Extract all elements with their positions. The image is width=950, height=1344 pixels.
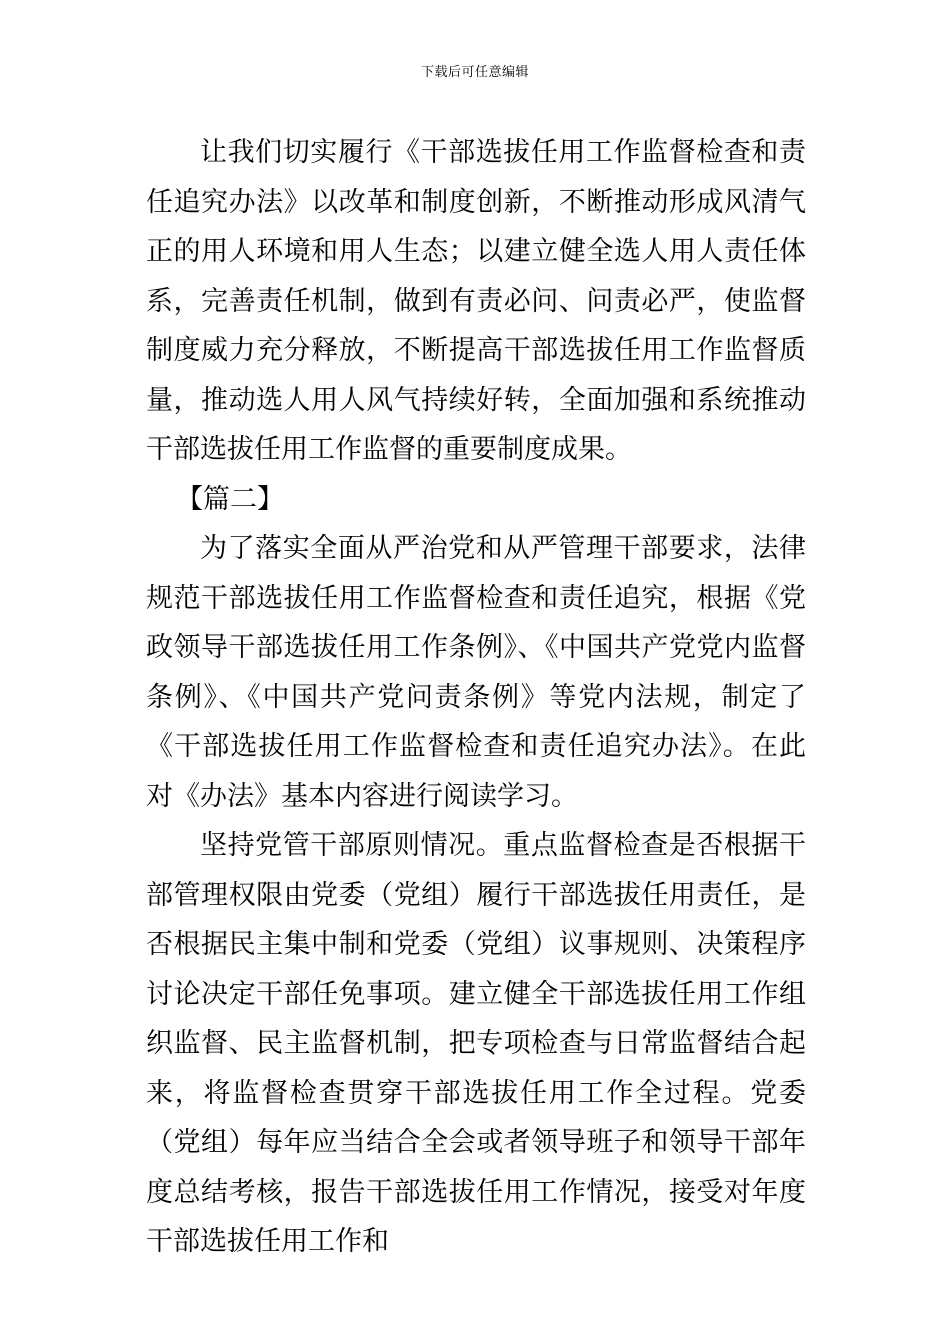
page-header: 下载后可任意编辑: [420, 65, 529, 80]
paragraph-1: 让我们切实履行《干部选拔任用工作监督检查和责任追究办法》以改革和制度创新，不断推动形成风清气正的用人环境和用人生态；以建立健全选人用人责任体系，完善责任机制，做到有责必问、问责必严，使监督制度威力充分释放，不断提高干部选拔任用工作监督质量，推动选人用人风气持续好转，全面加强和系统推动干部选拔任用工作监督的重要制度成果。: [146, 137, 806, 465]
paragraph-2: 为了落实全面从严治党和从严管理干部要求，法律规范干部选拔任用工作监督检查和责任追究，根据《党政领导干部选拔任用工作条例》、《中国共产党党内监督条例》、《中国共产党问责条例》等党内法规，制定了《干部选拔任用工作监督检查和责任追究办法》。在此对《办法》基本内容进行阅读学习。: [146, 533, 806, 812]
document-body: [146, 128, 806, 1267]
section-heading: 【篇二】: [176, 483, 284, 515]
paragraph-3: 坚持党管干部原则情况。重点监督检查是否根据干部管理权限由党委（党组）履行干部选拔任用责任，是否根据民主集中制和党委（党组）议事规则、决策程序讨论决定干部任免事项。建立健全干部选拔任用工作组织监督、民主监督机制，把专项检查与日常监督结合起来，将监督检查贯穿干部选拔任用工作全过程。党委（党组）每年应当结合全会或者领导班子和领导干部年度总结考核，报告干部选拔任用工作情况，接受对年度干部选拔任用工作和: [146, 830, 806, 1257]
